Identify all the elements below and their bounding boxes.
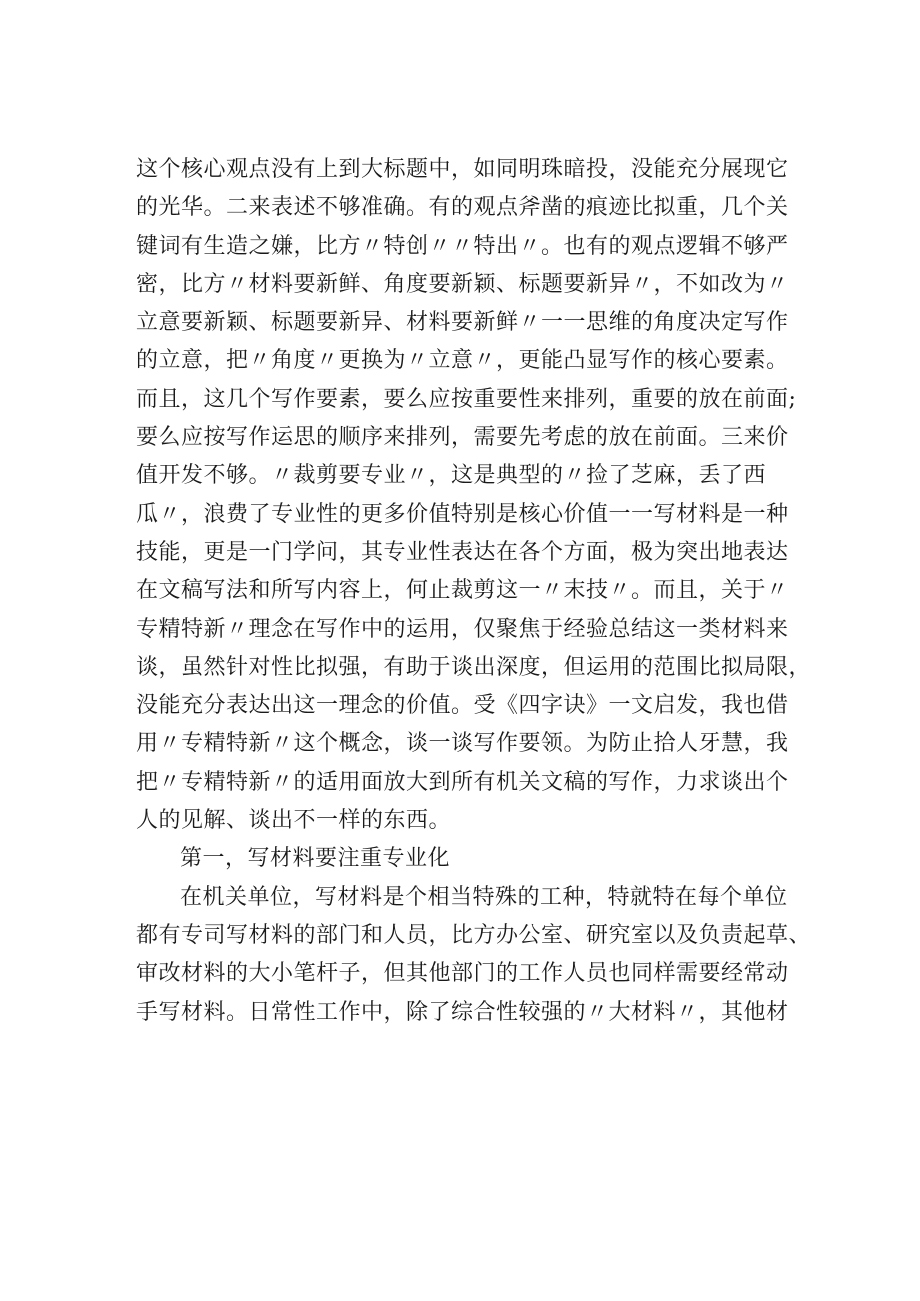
text-line: 立意要新颖、标题要新异、材料要新鲜〃一一思维的角度决定写作 [136,310,789,336]
document-body [136,151,816,1032]
text-line: 没能充分表达出这一理念的价值。受《四字诀》一文启发，我也借 [136,693,789,719]
text-line: 值开发不够。〃裁剪要专业〃，这是典型的〃捡了芝麻，丢了西 [136,463,767,489]
text-line: 审改材料的大小笔杆子，但其他部门的工作人员也同样需要经常动 [136,961,789,987]
text-line: 把〃专精特新〃的适用面放大到所有机关文稿的写作，力求谈出个 [136,769,789,795]
text-line: 瓜〃，浪费了专业性的更多价值特别是核心价值一一写材料是一种 [136,501,789,527]
text-line: 密，比方〃材料要新鲜、角度要新颖、标题要新异〃，不如改为〃 [136,271,789,297]
text-line: 键词有生造之嫌，比方〃特创〃〃特出〃。也有的观点逻辑不够严 [136,233,789,259]
text-line: 的立意，把〃角度〃更换为〃立意〃，更能凸显写作的核心要素。 [136,348,789,374]
text-line: 这个核心观点没有上到大标题中，如同明珠暗投，没能充分展现它 [136,157,789,182]
text-line: 技能，更是一门学问，其专业性表达在各个方面，极为突出地表达 [136,539,789,565]
text-line: 要么应按写作运思的顺序来排列，需要先考虑的放在前面。三来价 [136,425,789,451]
text-line: 的光华。二来表述不够准确。有的观点斧凿的痕迹比拟重，几个关 [136,195,789,221]
text-line: 谈，虽然针对性比拟强，有助于谈出深度，但运用的范围比拟局限， [136,654,812,680]
text-line: 而且，这几个写作要素，要么应按重要性来排列，重要的放在前面; [136,386,797,412]
paragraph-2 [136,879,816,1032]
text-line: 在机关单位，写材料是个相当特殊的工种，特就特在每个单位 [180,884,788,910]
text-line: 都有专司写材料的部门和人员，比方办公室、研究室以及负责起草、 [136,922,812,948]
text-line: 在文稿写法和所写内容上，何止裁剪这一〃末技〃。而且，关于〃 [136,578,789,604]
text-line: 人的见解、谈出不一样的东西。 [136,808,452,834]
text-line: 手写材料。日常性工作中，除了综合性较强的〃大材料〃，其他材 [136,999,789,1025]
text-line: 专精特新〃理念在写作中的运用，仅聚焦于经验总结这一类材料来 [136,616,789,642]
paragraph-1 [136,151,816,840]
text-line: 用〃专精特新〃这个概念，谈一谈写作要领。为防止拾人牙慧，我 [136,731,789,757]
section-heading: 第一，写材料要注重专业化 [180,846,451,872]
